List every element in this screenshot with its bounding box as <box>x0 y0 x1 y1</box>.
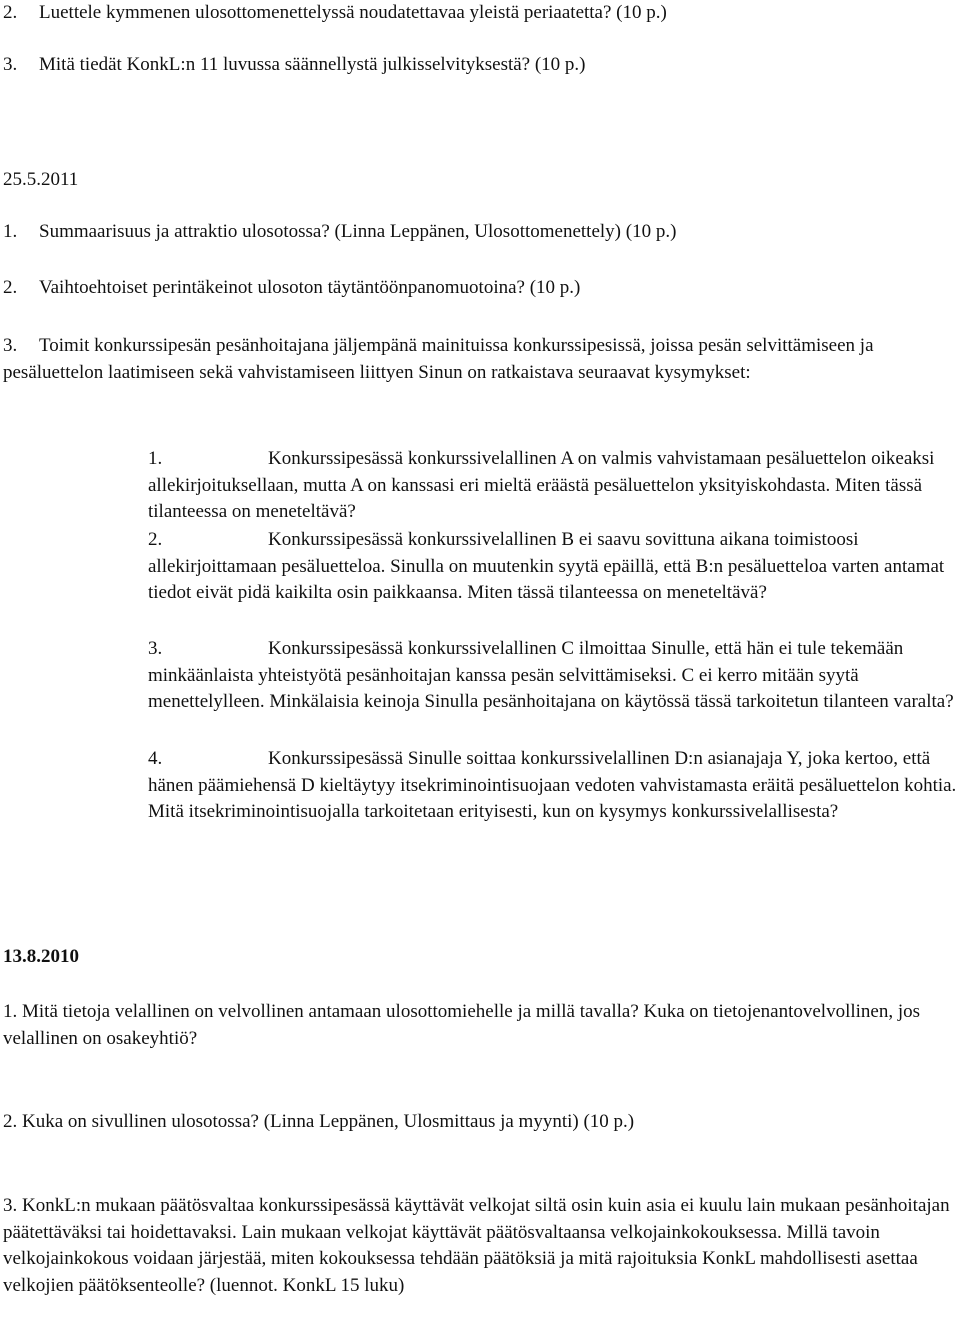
question-3-prev <box>3 52 586 78</box>
question-1-2010: 1. Mitä tietoja velallinen on velvollinen antamaan ulosottomiehelle ja millä tavalla? Kuka on tietojenantovelvollinen, jos velallinen on osakeyhtiö? <box>3 1001 921 1049</box>
question-2-2010: 2. Kuka on sivullinen ulosotossa? (Linna Leppänen, Ulosmittaus ja myynti) (10 p.) <box>3 1111 635 1132</box>
sub-question-text: Konkurssipesässä konkurssivelallinen C ilmoittaa Sinulle, että hän ei tule tekemään minkäänlaista yhteistyötä pesänhoitajan kanssa pesän selvittämiseksi. C ei kerro mitään syytä menettelylleen. Minkälaisia keinoja Sinulla pesänhoitajana on käytössä tässä tarkoitetun tilanteen varalta? <box>148 638 954 712</box>
sub-question-number: 2. <box>148 529 163 550</box>
sub-question-number: 3. <box>148 638 163 659</box>
question-3-2010: 3. KonkL:n mukaan päätösvaltaa konkurssipesässä käyttävät velkojat siltä osin kuin asia ei kuulu lain mukaan pesänhoitajan päätettäväksi tai hoidettavaksi. Lain mukaan velkojat käyttävät päätösvaltaansa velkojainkokouksessa. Millä tavoin velkojainkokous voidaan järjestää, miten kokouksessa tehdään päätöksiä ja mitä rajoituksia KonkL mahdollisesti asettaa velkojien päätöksenteolle? (luennot. KonkL 15 luku) <box>3 1195 950 1296</box>
sub-question-3 <box>148 636 960 716</box>
question-number: 1. <box>3 221 18 242</box>
question-text: Vaihtoehtoiset perintäkeinot ulosoton täytäntöönpanomuotoina? (10 p.) <box>39 277 581 298</box>
question-text: Summaarisuus ja attraktio ulosotossa? (Linna Leppänen, Ulosottomenettely) (10 p.) <box>39 221 677 242</box>
exam-date-2011: 25.5.2011 <box>3 169 79 190</box>
sub-question-1 <box>148 446 960 526</box>
question-2-2011 <box>3 275 580 301</box>
sub-question-2 <box>148 527 960 607</box>
question-number: 2. <box>3 2 18 23</box>
sub-question-number: 1. <box>148 448 163 469</box>
question-2-prev <box>3 0 667 26</box>
sub-question-text: Konkurssipesässä konkurssivelallinen A on valmis vahvistamaan pesäluettelon oikeaksi allekirjoituksellaan, mutta A on kanssasi eri mieltä eräästä pesäluettelon yksityiskohdasta. Miten tässä tilanteessa on meneteltävä? <box>148 448 935 522</box>
exam-date-2010: 13.8.2010 <box>3 946 79 967</box>
sub-question-text: Konkurssipesässä konkurssivelallinen B ei saavu sovittuna aikana toimistoosi allekirjoittamaan pesäluetteloa. Sinulla on muutenkin syytä epäillä, että B:n pesäluetteloa varten antamat tiedot eivät pidä kaikilta osin paikkaansa. Miten tässä tilanteessa on meneteltävä? <box>148 529 945 603</box>
sub-question-4 <box>148 746 960 826</box>
sub-question-number: 4. <box>148 748 163 769</box>
question-text: Toimit konkurssipesän pesänhoitajana jäljempänä mainituissa konkurssipesissä, joissa pesän selvittämiseen ja pesäluettelon laatimiseen sekä vahvistamiseen liittyen Sinun on ratkaistava seuraavat kysymykset: <box>3 335 874 383</box>
question-number: 3. <box>3 54 18 75</box>
question-number: 3. <box>3 335 18 356</box>
question-text: Mitä tiedät KonkL:n 11 luvussa säännellystä julkisselvityksestä? (10 p.) <box>39 54 586 75</box>
sub-question-text: Konkurssipesässä Sinulle soittaa konkurssivelallinen D:n asianajaja Y, joka kertoo, että hänen päämiehensä D kieltäytyy itsekriminointisuojaan vedoten vahvistamasta eräitä pesäluettelon kohtia. Mitä itsekriminointisuojalla tarkoitetaan erityisesti, kun on kysymys konkurssivelallisesta? <box>148 748 957 822</box>
question-text: Luettele kymmenen ulosottomenettelyssä noudatettavaa yleistä periaatetta? (10 p.) <box>39 2 667 23</box>
question-3-2011 <box>3 333 955 386</box>
question-number: 2. <box>3 277 18 298</box>
question-1-2011 <box>3 219 676 245</box>
